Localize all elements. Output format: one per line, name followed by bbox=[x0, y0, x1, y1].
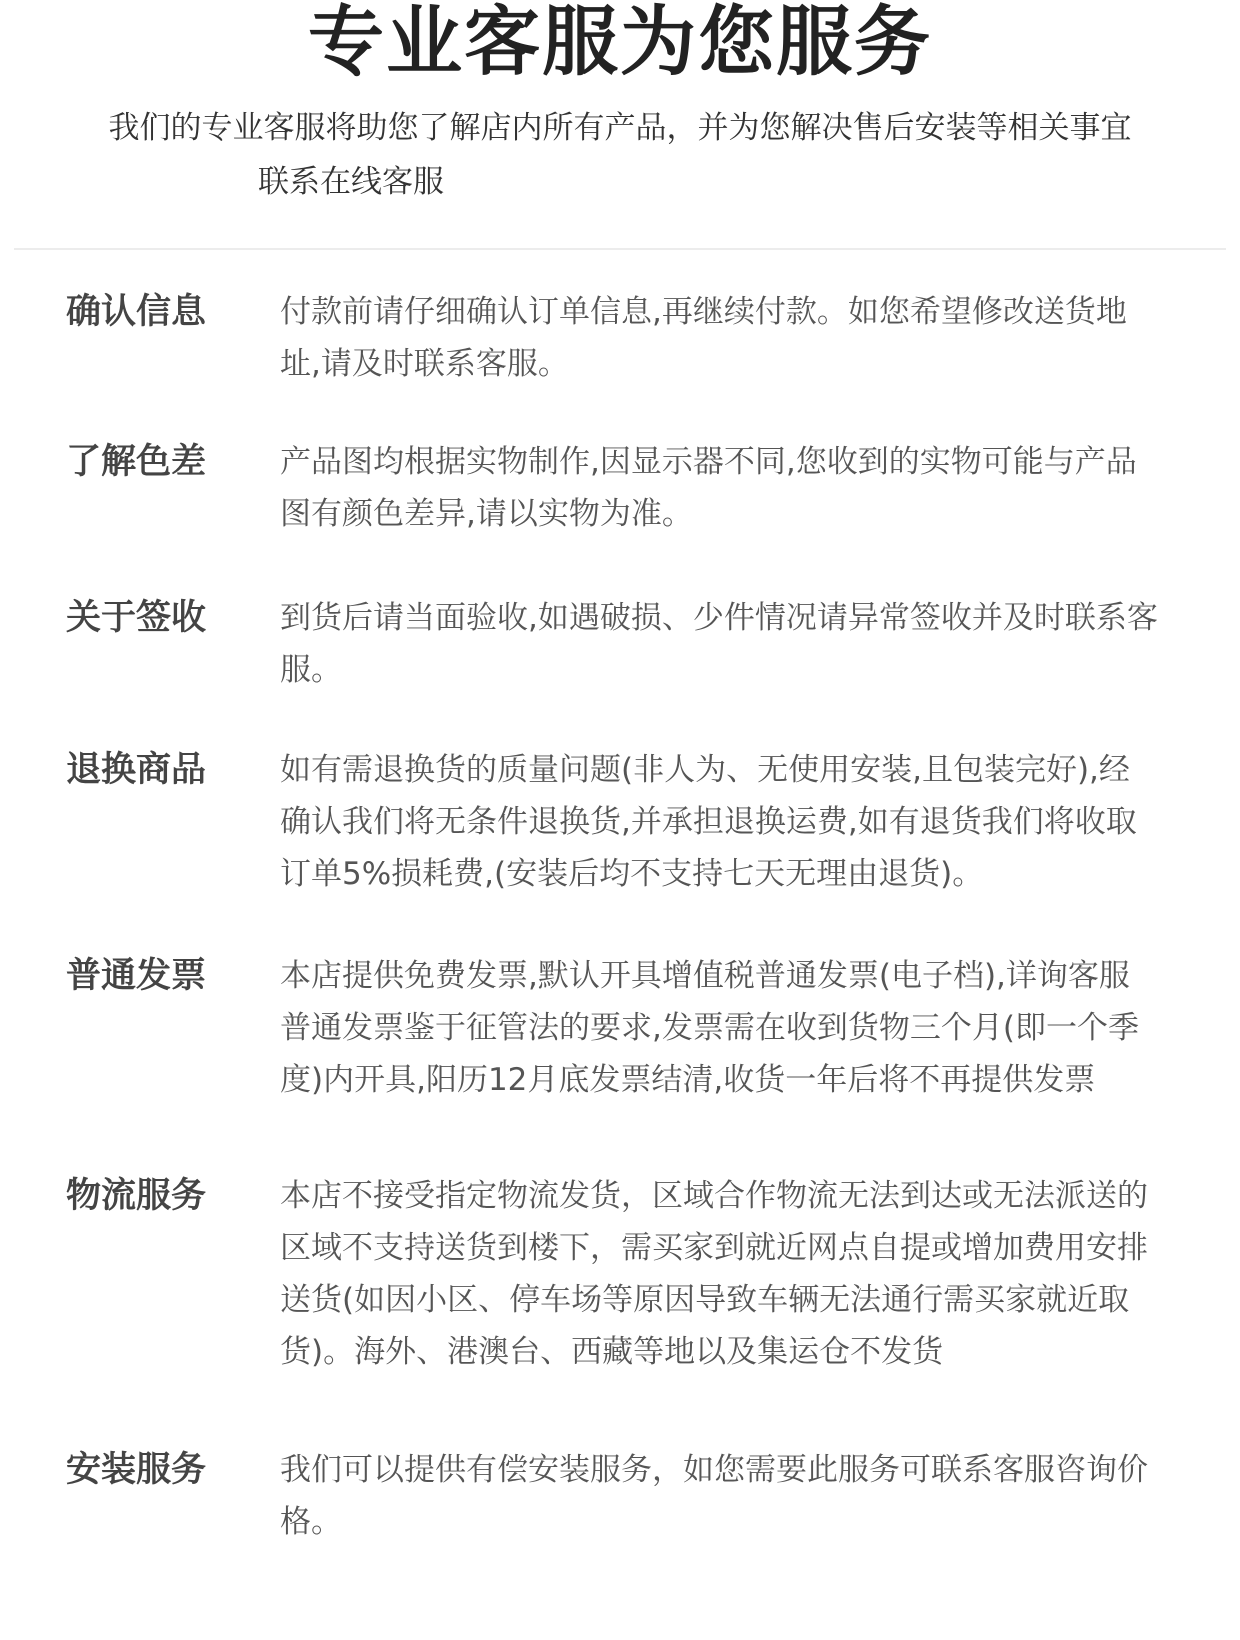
page-title: 专业客服为您服务 bbox=[308, 0, 932, 86]
section-text: 到货后请当面验收,如遇破损、少件情况请异常签收并及时联系客服。 bbox=[280, 600, 1158, 688]
section-label: 普通发票 bbox=[66, 956, 207, 996]
page-subtitle: 我们的专业客服将助您了解店内所有产品，并为您解决售后安装等相关事宜 bbox=[108, 110, 1132, 146]
section-label: 安装服务 bbox=[66, 1450, 207, 1490]
section-label: 了解色差 bbox=[66, 442, 207, 482]
service-header bbox=[0, 0, 1240, 260]
section-label: 关于签收 bbox=[66, 598, 207, 638]
contact-online-service: 联系在线客服 bbox=[258, 164, 444, 200]
section-label: 确认信息 bbox=[66, 292, 207, 332]
section-text: 本店提供免费发票,默认开具增值税普通发票(电子档),详询客服普通发票鉴于征管法的要求,发票需在收到货物三个月(即一个季度)内开具,阳历12月底发票结清,收货一年后将不再提供发票 bbox=[280, 958, 1139, 1098]
header-divider bbox=[14, 248, 1226, 250]
section-label: 物流服务 bbox=[66, 1176, 207, 1216]
section-text: 本店不接受指定物流发货，区域合作物流无法到达或无法派送的区域不支持送货到楼下，需买家到就近网点自提或增加费用安排送货(如因小区、停车场等原因导致车辆无法通行需买家就近取货)。海外、港澳台、西藏等地以及集运仓不发货 bbox=[280, 1178, 1148, 1370]
section-text: 如有需退换货的质量问题(非人为、无使用安装,且包装完好),经确认我们将无条件退换货,并承担退换运费,如有退货我们将收取订单5%损耗费,(安装后均不支持七天无理由退货)。 bbox=[280, 752, 1137, 892]
section-text: 付款前请仔细确认订单信息,再继续付款。如您希望修改送货地址,请及时联系客服。 bbox=[280, 294, 1127, 382]
section-text: 我们可以提供有偿安装服务，如您需要此服务可联系客服咨询价格。 bbox=[280, 1452, 1148, 1540]
section-label: 退换商品 bbox=[66, 750, 207, 790]
section-text: 产品图均根据实物制作,因显示器不同,您收到的实物可能与产品图有颜色差异,请以实物为准。 bbox=[280, 444, 1137, 532]
